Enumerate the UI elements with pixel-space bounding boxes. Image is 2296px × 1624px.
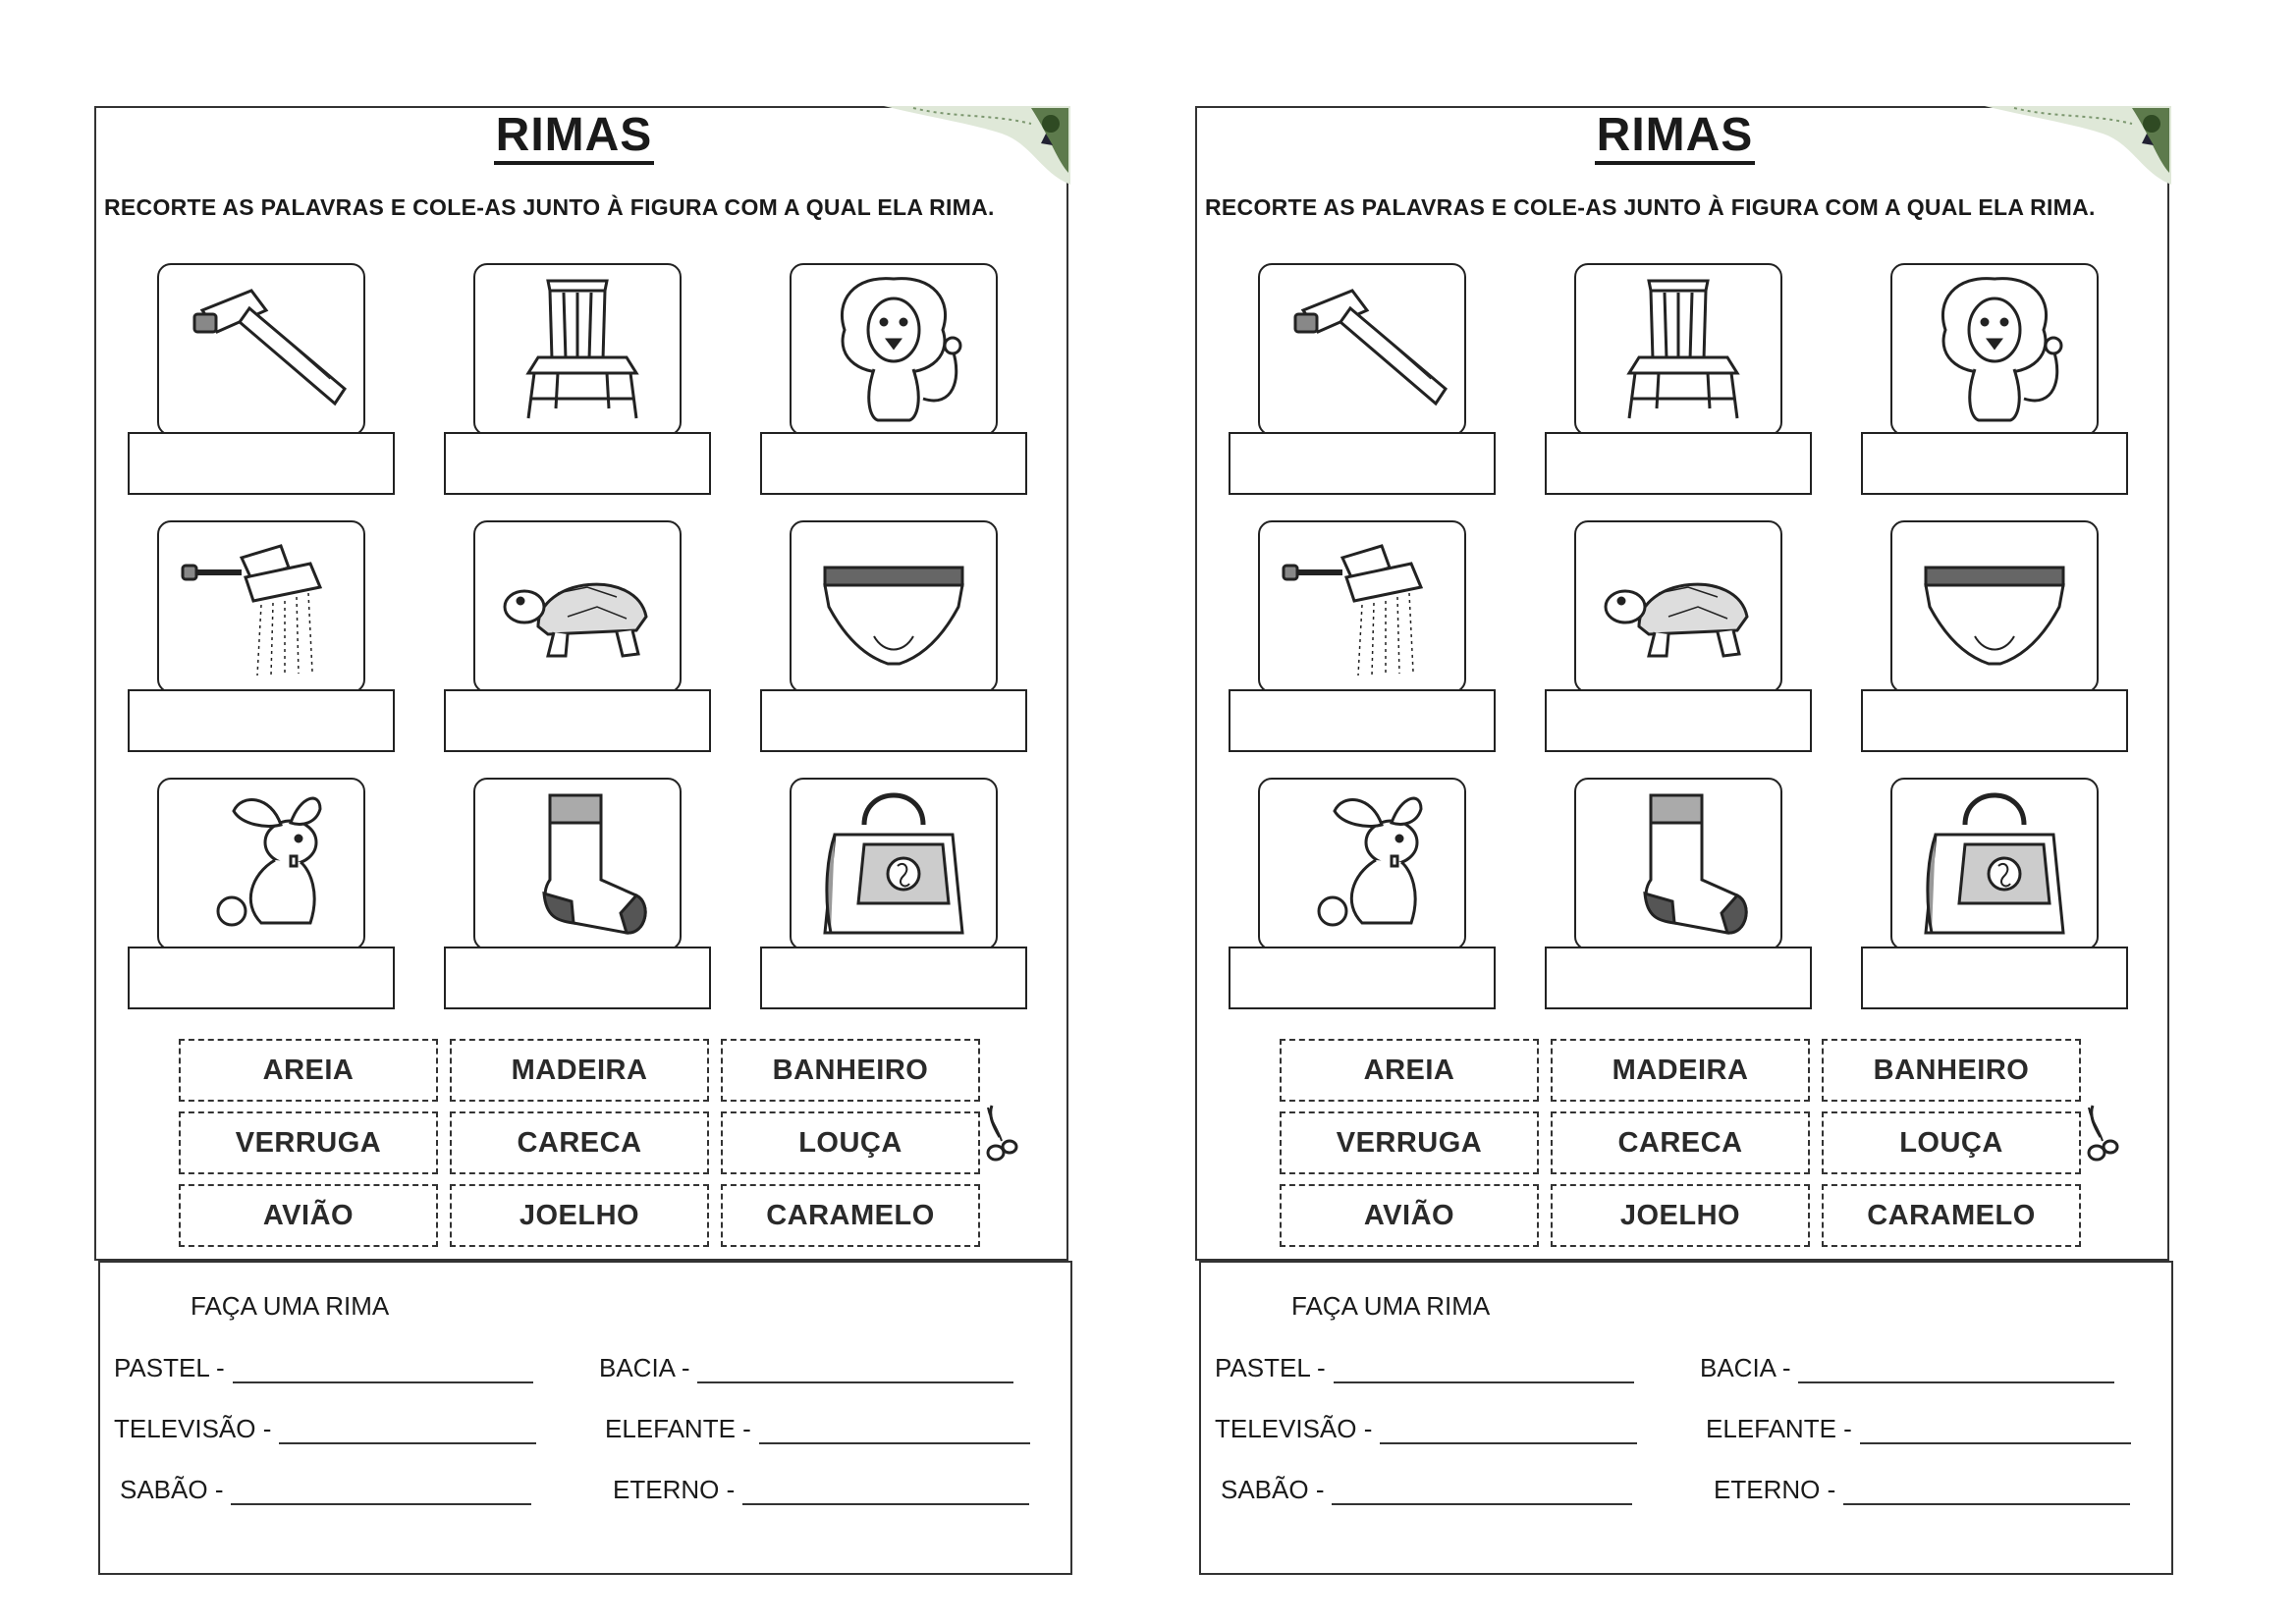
cutout-word[interactable]: AREIA	[1280, 1039, 1539, 1102]
scissors-icon	[980, 1102, 1019, 1166]
picture-card	[1229, 520, 1496, 756]
scissors-icon	[2081, 1102, 2120, 1166]
paste-answer-box[interactable]	[760, 689, 1027, 752]
paste-answer-box[interactable]	[128, 689, 395, 752]
paste-answer-box[interactable]	[1545, 432, 1812, 495]
paste-answer-box[interactable]	[1861, 947, 2128, 1009]
rhyme-word: TELEVISÃO -	[114, 1414, 272, 1443]
paste-answer-box[interactable]	[1861, 689, 2128, 752]
answer-line[interactable]	[697, 1360, 1013, 1383]
rhyme-prompt	[613, 1475, 1029, 1505]
rhyme-word: TELEVISÃO -	[1215, 1414, 1373, 1443]
rhyme-word: SABÃO -	[1221, 1475, 1325, 1504]
cutout-word[interactable]: JOELHO	[450, 1184, 709, 1247]
rhyme-prompt	[1714, 1475, 2130, 1505]
chair-icon	[473, 263, 682, 436]
underwear-icon	[1890, 520, 2099, 693]
cutout-word[interactable]: CARAMELO	[1822, 1184, 2081, 1247]
cutout-word[interactable]: JOELHO	[1551, 1184, 1810, 1247]
picture-card	[1229, 263, 1496, 499]
answer-line[interactable]	[1860, 1421, 2131, 1444]
cutout-word[interactable]: CARECA	[1551, 1111, 1810, 1174]
rhyme-word: ELEFANTE -	[605, 1414, 751, 1443]
turtle-icon	[1574, 520, 1782, 693]
picture-card	[444, 778, 711, 1013]
instruction-text: RECORTE AS PALAVRAS E COLE-AS JUNTO À FIGURA COM A QUAL ELA RIMA.	[1205, 194, 2096, 220]
picture-card	[760, 263, 1027, 499]
cutout-word[interactable]: AVIÃO	[1280, 1184, 1539, 1247]
cutout-word[interactable]: MADEIRA	[1551, 1039, 1810, 1102]
paste-answer-box[interactable]	[444, 432, 711, 495]
cutout-word[interactable]: LOUÇA	[1822, 1111, 2081, 1174]
answer-line[interactable]	[742, 1482, 1029, 1505]
cutout-word[interactable]: CARECA	[450, 1111, 709, 1174]
instruction-text: RECORTE AS PALAVRAS E COLE-AS JUNTO À FIGURA COM A QUAL ELA RIMA.	[104, 194, 995, 220]
answer-line[interactable]	[1380, 1421, 1637, 1444]
answer-line[interactable]	[1798, 1360, 2114, 1383]
rhyme-prompt	[120, 1475, 531, 1505]
paste-answer-box[interactable]	[444, 947, 711, 1009]
sock-icon	[1574, 778, 1782, 950]
handbag-icon	[790, 778, 998, 950]
cutout-word[interactable]: VERRUGA	[1280, 1111, 1539, 1174]
rhyme-prompt	[1706, 1414, 2131, 1444]
rhyme-prompt	[114, 1414, 536, 1444]
answer-line[interactable]	[1332, 1482, 1632, 1505]
paste-answer-box[interactable]	[1229, 689, 1496, 752]
paste-answer-box[interactable]	[760, 947, 1027, 1009]
underwear-icon	[790, 520, 998, 693]
rhyme-heading: FAÇA UMA RIMA	[1291, 1291, 1491, 1321]
paste-answer-box[interactable]	[1861, 432, 2128, 495]
picture-card	[1861, 520, 2128, 756]
picture-card	[128, 778, 395, 1013]
paste-answer-box[interactable]	[1545, 689, 1812, 752]
turtle-icon	[473, 520, 682, 693]
picture-card	[1861, 778, 2128, 1013]
rhyme-word: PASTEL -	[114, 1353, 225, 1382]
shower-icon	[157, 520, 365, 693]
cutout-words	[1280, 1039, 2081, 1247]
hammer-icon	[157, 263, 365, 436]
picture-card	[760, 778, 1027, 1013]
cutout-word[interactable]: CARAMELO	[721, 1184, 980, 1247]
cutout-word[interactable]: AVIÃO	[179, 1184, 438, 1247]
cutout-word[interactable]: VERRUGA	[179, 1111, 438, 1174]
picture-card	[128, 520, 395, 756]
picture-card	[444, 263, 711, 499]
answer-line[interactable]	[759, 1421, 1030, 1444]
picture-card	[1861, 263, 2128, 499]
handbag-icon	[1890, 778, 2099, 950]
shower-icon	[1258, 520, 1466, 693]
answer-line[interactable]	[1843, 1482, 2130, 1505]
sock-icon	[473, 778, 682, 950]
rhyme-word: ETERNO -	[1714, 1475, 1836, 1504]
cutout-word[interactable]: MADEIRA	[450, 1039, 709, 1102]
rhyme-prompt	[114, 1353, 533, 1383]
rhyme-prompt	[1221, 1475, 1632, 1505]
rabbit-icon	[1258, 778, 1466, 950]
rhyme-word: PASTEL -	[1215, 1353, 1326, 1382]
picture-card	[128, 263, 395, 499]
answer-line[interactable]	[231, 1482, 531, 1505]
rhyme-prompt	[1215, 1414, 1637, 1444]
picture-card	[1545, 520, 1812, 756]
rabbit-icon	[157, 778, 365, 950]
picture-card	[1545, 778, 1812, 1013]
cutout-word[interactable]: AREIA	[179, 1039, 438, 1102]
picture-card	[1545, 263, 1812, 499]
paste-answer-box[interactable]	[128, 947, 395, 1009]
paste-answer-box[interactable]	[128, 432, 395, 495]
rhyme-heading: FAÇA UMA RIMA	[191, 1291, 390, 1321]
rhyme-prompt	[605, 1414, 1030, 1444]
cutout-word[interactable]: BANHEIRO	[1822, 1039, 2081, 1102]
hammer-icon	[1258, 263, 1466, 436]
rhyme-word: BACIA -	[1700, 1353, 1791, 1382]
rhyme-word: BACIA -	[599, 1353, 690, 1382]
paste-answer-box[interactable]	[1229, 432, 1496, 495]
worksheet-title: RIMAS	[0, 108, 1148, 162]
picture-card	[1229, 778, 1496, 1013]
chair-icon	[1574, 263, 1782, 436]
lion-icon	[790, 263, 998, 436]
lion-icon	[1890, 263, 2099, 436]
paste-answer-box[interactable]	[1229, 947, 1496, 1009]
paste-answer-box[interactable]	[760, 432, 1027, 495]
rhyme-word: SABÃO -	[120, 1475, 224, 1504]
picture-card	[444, 520, 711, 756]
rhyme-word: ETERNO -	[613, 1475, 736, 1504]
cutout-words	[179, 1039, 980, 1247]
paste-answer-box[interactable]	[1545, 947, 1812, 1009]
rhyme-word: ELEFANTE -	[1706, 1414, 1852, 1443]
rhyme-prompt	[1700, 1353, 2114, 1383]
rhyme-prompt	[1215, 1353, 1634, 1383]
answer-line[interactable]	[279, 1421, 536, 1444]
worksheet-title: RIMAS	[1101, 108, 2249, 162]
answer-line[interactable]	[1334, 1360, 1634, 1383]
cutout-word[interactable]: BANHEIRO	[721, 1039, 980, 1102]
paste-answer-box[interactable]	[444, 689, 711, 752]
answer-line[interactable]	[233, 1360, 533, 1383]
rhyme-prompt	[599, 1353, 1013, 1383]
worksheet-right	[1101, 0, 2249, 1624]
picture-card	[760, 520, 1027, 756]
cutout-word[interactable]: LOUÇA	[721, 1111, 980, 1174]
